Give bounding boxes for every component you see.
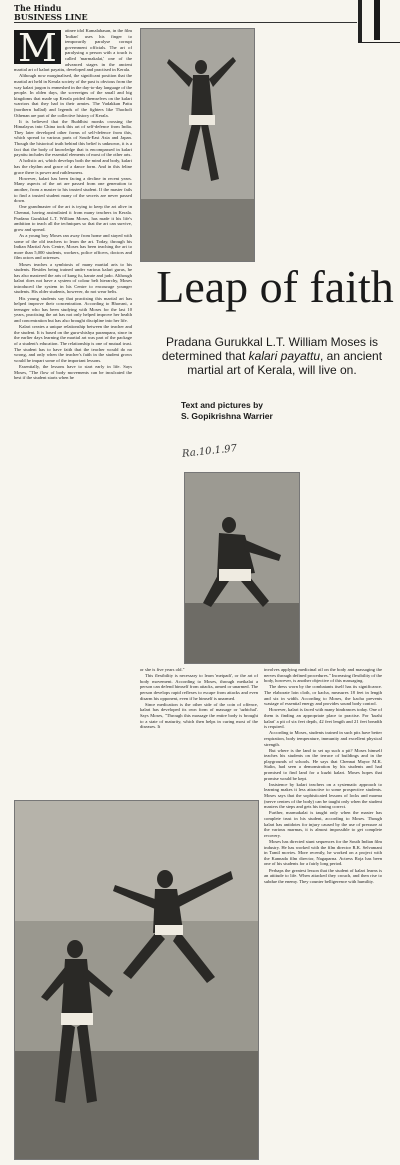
sparring-illustration: [15, 801, 258, 1159]
paragraph: However, kalari is faced with many hindrances today. One of them is finding an appropriate place to practise. For 'kuzhi kalari' a pit of six feet depth, 42 feet length and 21 feet breadth is required.: [264, 707, 382, 730]
dropcap: M: [14, 30, 61, 64]
paragraph: As a young boy Moses ran away from home and stayed with some of the old teachers to learn the art. Today, through his Indian Martial Arts Centre, Moses has been teaching the art to more than 5,000 students, workers, police officers, doctors and film actors and actresses.: [14, 232, 132, 261]
paragraph: This flexibility is necessary to learn 'meipadi', or the art of body movement. According to Moses, through meikalai a person can defend himself from attacks, armed or unarmed. The person develops rapid reflexes to escape from attacks and even disarm his opponent, even if he himself is unarmed.: [140, 673, 258, 701]
paragraph: One grandmaster of the art is trying to keep the art alive in Chennai, having assimilated it from many teachers in Kerala. Pradana Gurukkal L.T. William Moses, has made it his life's ambition to teach all the techniques so that the art can survive, grow and spread.: [14, 204, 132, 232]
paragraph: involves applying medicinal oil on the body and massaging the nerves through defined procedures." Increasing flexibility of the body, however, is another objective of this massaging.: [264, 667, 382, 684]
paragraph: Moses has directed stunt sequences for the South Indian film industry. He has worked with the film director R.K. Selvamani in Tamil movies. More recently, he worked on a project with the Kannada film director, Nagaparna. Actress Roja has been one of his students for a fairly long period.: [264, 838, 382, 867]
headline: Leap of faith: [156, 261, 394, 312]
paragraph: Essentially, the lessons have to start early in life. Says Moses, "The flow of body movements can be inculcated the best if the student starts when he: [14, 363, 132, 381]
crouch-figure-illustration: [185, 473, 299, 663]
corner-bar: [374, 0, 380, 40]
paragraph: Since medication is the other side of the coin of offence, kalari has developed its own form of massage or 'uzhichal'. Says Moses, "Through this massage the entire body is brought to a state of maturity, which then helps in curing most of the diseases. It: [140, 701, 258, 730]
column-right: [264, 667, 382, 1159]
paragraph: Perhaps the greatest lesson that the student of kalari learns is an attitude to life. When attacked they crouch, and then rise to subdue the enemy. They counter belligerence with humility.: [264, 867, 382, 884]
paragraph: According to Moses, students trained in such pits have better respiration, body temperature, immunity and excellent physical strength.: [264, 730, 382, 747]
byline-author: S. Gopikrishna Warrier: [181, 411, 273, 421]
corner-tab: [358, 0, 400, 43]
photo-leap-top: [140, 28, 255, 262]
paragraph: However, kalari has been facing a decline in recent years. Many aspects of the art are passed from one generation to another, from a master to his trusted student. If the master fails to find a trusted student many of the secrets are never passed down.: [14, 175, 132, 204]
paragraph: It is believed that the Buddhist monks crossing the Himalayas into China took this art of self-defence from India. They later developed other forms of self-defence from this, which spread to various parts of South-East Asia and Japan. Though the historical truth behind this belief is unknown, it is a fact that the body of knowledge that is encompassed in kalari payattu includes the essential elements of most of the other arts.: [14, 118, 132, 158]
deck-italic: kalari payattu: [248, 349, 321, 363]
top-rule: [14, 22, 357, 23]
paragraph: Kalari creates a unique relationship between the teacher and the student. It is based on the guru-shishya parampara, since in the earlier days learning the martial art was part of the package of a student's education. The relationship is one of mutual trust. The student has to have faith that the teacher would do no wrong, and only when the teacher's faith in the student grows would he impart some of the important lessons.: [14, 324, 132, 363]
photo-sparring: [14, 800, 259, 1160]
byline-line1: Text and pictures by: [181, 400, 264, 410]
paragraph: Moses teaches a symbiosis of many martial arts to his students. Besides being trained under various kalari gurus, he has also mastered the arts of kung fu, karate and judo. Although kalari does not have a system of colour belt hierarchy, Moses introduced the system in his Centre to encourage younger students. His older students, however, do not wear belts.: [14, 261, 132, 295]
paragraph: Insistence by kalari teachers on a systematic approach to learning makes it less attractive to some prospective students. Moses says that the sophisticated lessons of locks and marma (nerve centres of the body) can be taught only when the student masters the steps and gets his timing correct.: [264, 781, 382, 810]
masthead: [14, 4, 88, 22]
paragraph: A holistic art, which develops both the mind and body, kalari has the rhythm and grace of a dance form. And in this feline grace there is power and ruthlessness.: [14, 158, 132, 175]
masthead-publication: The Hindu: [14, 3, 62, 13]
column-middle: [140, 667, 258, 797]
handwritten-date: Ra.10.1.97: [181, 443, 238, 460]
paragraph: The dress worn by the combatants itself has its significance. The elaborate loin cloth, or kacha, measures 18 feet in length and six in width. According to Moses, the kacha prevents wastage of essential energy and provides sound body control.: [264, 684, 382, 707]
paragraph: Although now marginalised, the significant position that the martial art held in Kerala society of the past is obvious from the way kalari jargon is enmeshed in the day-to-day language of the people. In olden days, the sovereigns of the small and big kingdoms that made up Kerala prided themselves on the kalari warriors that they had in their armies. The Vadakkan Pattu (northern ballad) and legends of the fighters like Thacholi Othenan are part of the collective history of Kerala.: [14, 73, 132, 118]
paragraph: or she is five years old.": [140, 667, 185, 672]
deck: [156, 335, 388, 377]
photo-crouch: [184, 472, 300, 664]
leap-figure-illustration: [141, 29, 254, 261]
paragraph: His young students say that practising this martial art has helped improve their concentration. According to Bhavani, a teenager who has been studying with Moses for the last 10 years, practising the art has not only helped improve her health and concentration but has also brought discipline into her life.: [14, 295, 132, 324]
byline: [181, 400, 381, 422]
paragraph: But where is the land to set up such a pit? Moses himself teaches his students on the terrace of buildings and in the playgrounds of schools. He says that Chennai Mayor M.K. Stalin, had seen a demonstration by his students and had promised to find land for a kuzhi kalari. Moses hopes that promise would be kept.: [264, 747, 382, 781]
column-left: [14, 28, 132, 665]
deck-text: Pradana Gurukkal L.T. William Moses is determined that: [161, 335, 379, 363]
paragraph: Further, marmakalai is taught only when the master has complete trust in his student, according to Moses. Though kalari has antidotes for injury caused by the use of pressure at the various marmas, it is almost impossible to get complete recovery.: [264, 810, 382, 838]
deck-text-end: , an ancient martial art of Kerala, will live on.: [187, 349, 383, 377]
paragraph: atinee idol Kamalahasan, in the film 'Indian' uses his finger to temporarily paralyse corrupt government officials. The art of paralysing a person with a touch is called 'marmakalai,' one of the advanced stages in the ancient martial art of kalari payattu, developed and practised in Kerala.: [14, 28, 132, 73]
masthead-section: BUSINESS LINE: [14, 12, 88, 22]
